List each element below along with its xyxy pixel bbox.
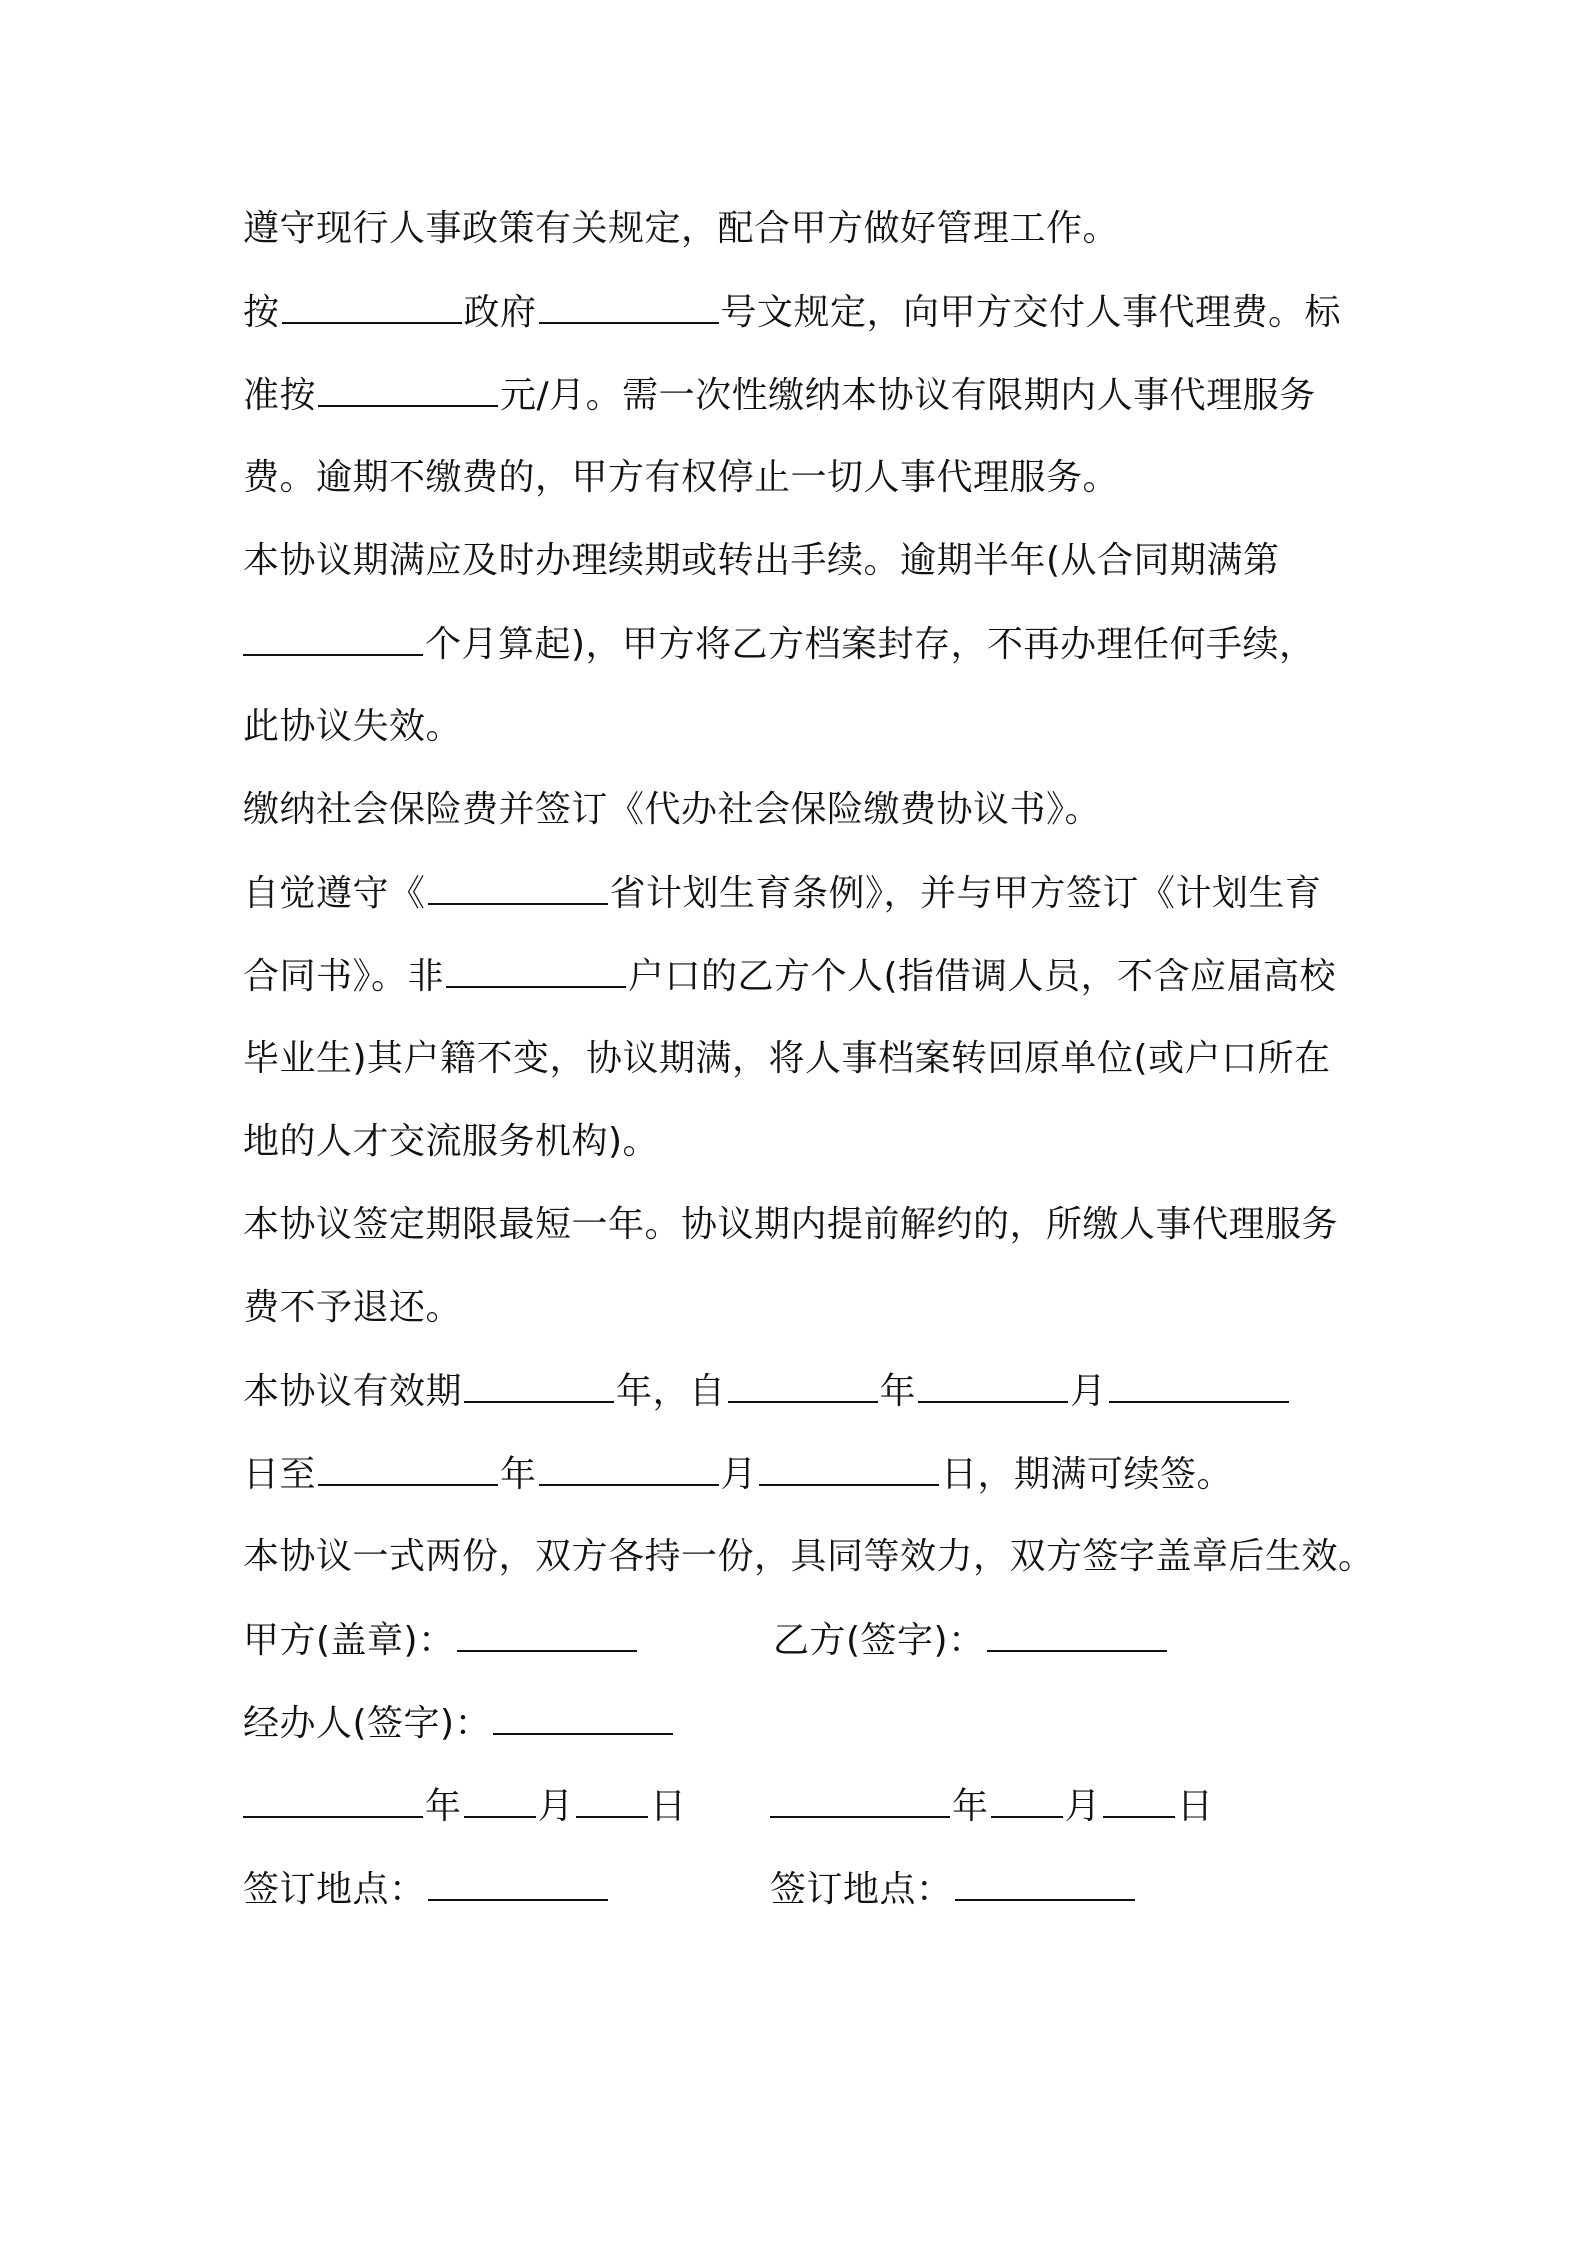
clause-line bbox=[243, 205, 1363, 253]
clause-line bbox=[243, 1035, 1363, 1083]
clause-text: 本协议一式两份，双方各持一份，具同等效力，双方签字盖章后生效。 bbox=[243, 1536, 1375, 1577]
fill-blank[interactable] bbox=[282, 288, 462, 324]
fill-blank[interactable] bbox=[318, 1450, 498, 1486]
clause-text: 年，自 bbox=[616, 1371, 726, 1412]
clause-text: 省计划生育条例》，并与甲方签订《计划生育 bbox=[609, 873, 1322, 914]
agent-sign-field[interactable] bbox=[493, 1699, 673, 1735]
fill-blank[interactable] bbox=[428, 869, 608, 905]
place-row bbox=[243, 1865, 1363, 1914]
fill-blank[interactable] bbox=[1109, 1367, 1289, 1403]
clause-text: 本协议期满应及时办理续期或转出手续。逾期半年(从合同期满第 bbox=[243, 540, 1280, 581]
clause-text: 费。逾期不缴费的，甲方有权停止一切人事代理服务。 bbox=[243, 457, 1120, 498]
clause-line bbox=[243, 1201, 1363, 1249]
term-line bbox=[243, 1367, 1363, 1416]
clause-text: 费不予退还。 bbox=[243, 1287, 463, 1328]
agent-label: 经办人(签字)： bbox=[243, 1703, 492, 1744]
fill-blank[interactable] bbox=[539, 1450, 719, 1486]
year-field[interactable] bbox=[243, 1782, 423, 1818]
day-field[interactable] bbox=[576, 1782, 648, 1818]
signing-place-label: 签订地点： bbox=[243, 1869, 426, 1910]
signature-row bbox=[243, 1699, 1363, 1748]
fill-blank[interactable] bbox=[728, 1367, 878, 1403]
clause-line bbox=[243, 537, 1363, 585]
clause-text: 本协议签定期限最短一年。协议期内提前解约的，所缴人事代理服务 bbox=[243, 1204, 1339, 1245]
clause-line bbox=[243, 1533, 1375, 1581]
clause-text: 号文规定，向甲方交付人事代理费。标 bbox=[720, 292, 1342, 333]
party-b-date-block bbox=[770, 1782, 1214, 1831]
fill-blank[interactable] bbox=[446, 952, 626, 988]
clause-text: 年 bbox=[879, 1371, 917, 1412]
party-b-place-block bbox=[770, 1865, 1137, 1914]
month-label: 月 bbox=[537, 1786, 575, 1827]
clause-line bbox=[243, 1118, 1363, 1166]
clause-line bbox=[243, 869, 1363, 918]
fill-blank[interactable] bbox=[539, 288, 719, 324]
fill-blank[interactable] bbox=[759, 1450, 939, 1486]
month-field[interactable] bbox=[991, 1782, 1063, 1818]
clause-text: 准按 bbox=[243, 375, 317, 416]
party-b-label: 乙方(签字)： bbox=[773, 1620, 985, 1661]
signature-row bbox=[243, 1616, 1363, 1665]
clause-text: 合同书》。非 bbox=[243, 956, 445, 997]
day-field[interactable] bbox=[1103, 1782, 1175, 1818]
party-b-block bbox=[773, 1616, 1169, 1665]
year-label: 年 bbox=[425, 1786, 462, 1827]
party-b-sign-field[interactable] bbox=[987, 1616, 1167, 1652]
clause-text: 政府 bbox=[463, 292, 537, 333]
fill-blank[interactable] bbox=[464, 1367, 614, 1403]
clause-line bbox=[243, 786, 1363, 834]
year-label: 年 bbox=[952, 1786, 989, 1827]
clause-line bbox=[243, 454, 1363, 502]
fill-blank[interactable] bbox=[243, 620, 423, 656]
fill-blank[interactable] bbox=[318, 371, 498, 407]
clause-text: 日，期满可续签。 bbox=[941, 1454, 1234, 1495]
clause-text: 户口的乙方个人(指借调人员，不含应届高校 bbox=[628, 956, 1337, 997]
month-label: 月 bbox=[1064, 1786, 1102, 1827]
signing-place-field[interactable] bbox=[955, 1865, 1135, 1901]
clause-text: 缴纳社会保险费并签订《代办社会保险缴费协议书》。 bbox=[243, 789, 1102, 830]
fill-blank[interactable] bbox=[918, 1367, 1068, 1403]
month-field[interactable] bbox=[464, 1782, 536, 1818]
clause-text: 地的人才交流服务机构)。 bbox=[243, 1121, 660, 1162]
clause-line bbox=[243, 1284, 1363, 1332]
signing-place-field[interactable] bbox=[428, 1865, 608, 1901]
clause-line bbox=[243, 952, 1363, 1001]
clause-line bbox=[243, 288, 1363, 337]
signing-place-label: 签订地点： bbox=[770, 1869, 953, 1910]
clause-text: 年 bbox=[500, 1454, 537, 1495]
clause-line bbox=[243, 371, 1363, 420]
clause-text: 月 bbox=[720, 1454, 758, 1495]
party-a-seal-field[interactable] bbox=[457, 1616, 637, 1652]
clause-text: 按 bbox=[243, 292, 280, 333]
clause-line bbox=[243, 620, 1363, 669]
clause-text: 日至 bbox=[243, 1454, 317, 1495]
clause-text: 遵守现行人事政策有关规定，配合甲方做好管理工作。 bbox=[243, 208, 1120, 249]
date-row bbox=[243, 1782, 1363, 1831]
clause-text: 月 bbox=[1070, 1371, 1107, 1412]
day-label: 日 bbox=[650, 1786, 687, 1827]
clause-text: 元/月。需一次性缴纳本协议有限期内人事代理服务 bbox=[500, 375, 1316, 416]
term-line bbox=[243, 1450, 1363, 1499]
clause-text: 本协议有效期 bbox=[243, 1371, 463, 1412]
year-field[interactable] bbox=[770, 1782, 950, 1818]
clause-line bbox=[243, 703, 1363, 751]
clause-text: 毕业生)其户籍不变，协议期满，将人事档案转回原单位(或户口所在 bbox=[243, 1038, 1331, 1079]
party-a-label: 甲方(盖章)： bbox=[243, 1620, 455, 1661]
clause-text: 个月算起)，甲方将乙方档案封存，不再办理任何手续， bbox=[425, 624, 1316, 665]
day-label: 日 bbox=[1177, 1786, 1214, 1827]
clause-text: 此协议失效。 bbox=[243, 706, 463, 747]
clause-text: 自觉遵守《 bbox=[243, 873, 426, 914]
